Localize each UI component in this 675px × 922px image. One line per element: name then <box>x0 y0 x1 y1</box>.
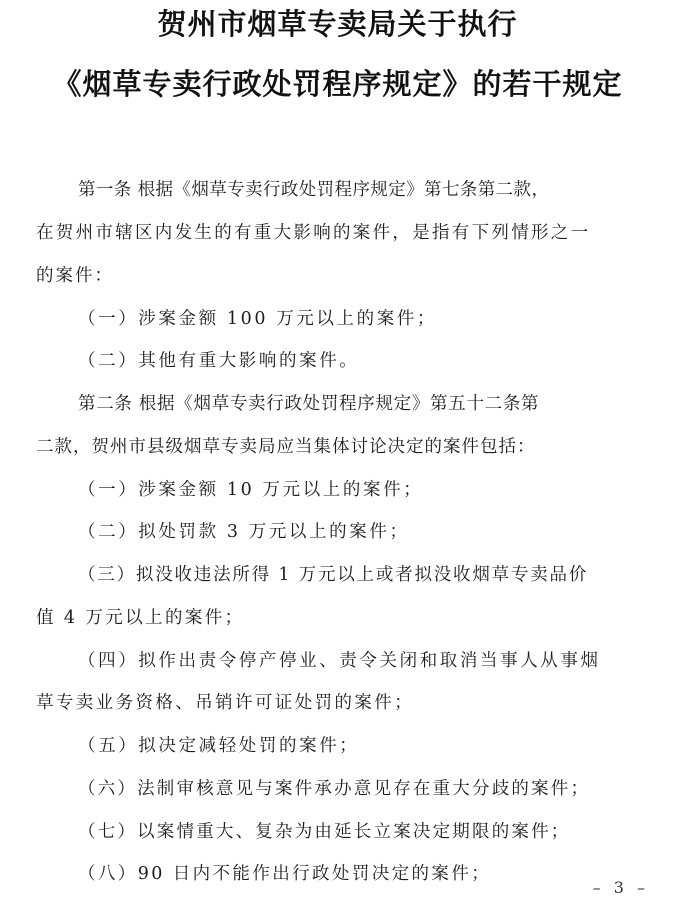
article-1-line-2: 在贺州市辖区内发生的有重大影响的案件，是指有下列情形之一 <box>36 223 591 243</box>
article-2-item-4-line-2: 草专卖业务资格、吊销许可证处罚的案件； <box>36 693 415 713</box>
article-2-line-1: 第二条 根据《烟草专卖行政处罚程序规定》第五十二条第 <box>78 394 540 414</box>
article-1-line-3: 的案件： <box>36 266 114 286</box>
document-title-line-1: 贺州市烟草专卖局关于执行 <box>157 7 518 41</box>
article-1-line-1: 第一条 根据《烟草专卖行政处罚程序规定》第七条第二款， <box>78 180 550 200</box>
article-1-item-2: （二）其他有重大影响的案件。 <box>78 351 360 371</box>
page-number: – 3 – <box>592 878 649 897</box>
article-2-line-2: 二款，贺州市县级烟草专卖局应当集体讨论决定的案件包括： <box>36 437 536 457</box>
article-2-item-7: （七）以案情重大、复杂为由延长立案决定期限的案件； <box>78 822 571 842</box>
article-2-item-1: （一）涉案金额 10 万元以上的案件； <box>78 480 424 500</box>
article-2-item-2: （二）拟处罚款 3 万元以上的案件； <box>78 522 410 542</box>
article-2-item-3-line-2: 值 4 万元以上的案件； <box>36 608 245 628</box>
article-2-item-6: （六）法制审核意见与案件承办意见存在重大分歧的案件； <box>78 779 591 799</box>
document-title-line-2: 《烟草专卖行政处罚程序规定》的若干规定 <box>52 67 623 101</box>
article-2-item-3-line-1: （三）拟没收违法所得 1 万元以上或者拟没收烟草专卖品价 <box>78 565 589 585</box>
article-2-item-8: （八）90 日内不能作出行政处罚决定的案件； <box>78 864 492 884</box>
article-2-item-4-line-1: （四）拟作出责令停产停业、责令关闭和取消当事人从事烟 <box>78 651 601 671</box>
article-2-item-5: （五）拟决定减轻处罚的案件； <box>78 736 360 756</box>
article-1-item-1: （一）涉案金额 100 万元以上的案件； <box>78 309 438 329</box>
